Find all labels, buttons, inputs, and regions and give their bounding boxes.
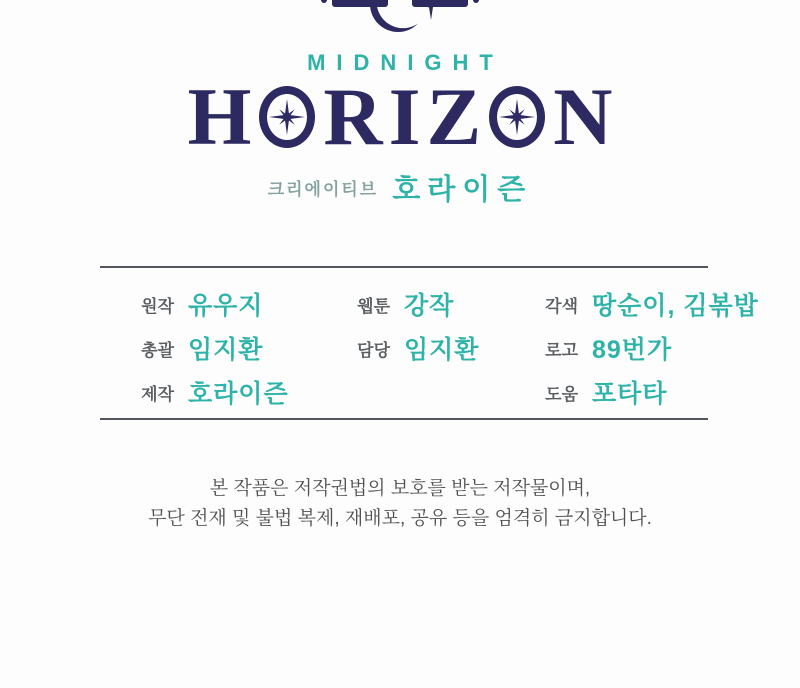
credit-row-adaptation <box>495 282 759 326</box>
wordmark-letter: H <box>187 71 252 162</box>
credit-value: 포타타 <box>592 380 668 408</box>
credit-row-webtoon <box>319 282 495 326</box>
credit-value: 호라이즌 <box>188 380 289 408</box>
credit-row-production <box>100 370 319 414</box>
copyright-line-2: 무단 전재 및 불법 복제, 재배포, 공유 등을 엄격히 금지합니다. <box>148 508 652 529</box>
subtitle-name: 호라이즌 <box>392 173 533 206</box>
logo-wordmark <box>0 71 800 162</box>
credit-value: 강작 <box>404 292 455 320</box>
credit-value: 땅순이, 김볶밥 <box>592 292 759 320</box>
divider-top <box>100 266 708 268</box>
credit-row-help <box>495 370 708 414</box>
copyright-notice <box>0 474 800 534</box>
compass-o-icon <box>259 86 315 148</box>
credit-row-logo <box>495 326 708 370</box>
credit-row-supervision <box>100 326 319 370</box>
credit-label: 담당 <box>357 340 390 360</box>
credit-label: 웹툰 <box>357 296 390 316</box>
wordmark-letter: R <box>323 71 383 162</box>
logo-subtitle <box>0 167 800 207</box>
wordmark-letter: Z <box>426 71 482 162</box>
credit-label: 각색 <box>545 296 578 316</box>
credits-column-3 <box>495 282 759 414</box>
credit-label: 도움 <box>545 384 578 404</box>
credit-label: 원작 <box>141 296 174 316</box>
wordmark-letter: I <box>388 71 421 162</box>
crescent-moon-icon <box>320 0 480 45</box>
credits-column-2 <box>319 282 495 414</box>
credit-value: 임지환 <box>404 336 480 364</box>
divider-bottom <box>100 418 708 420</box>
compass-star-icon <box>495 95 539 139</box>
credit-label: 로고 <box>545 340 578 360</box>
credit-label: 총괄 <box>141 340 174 360</box>
credit-value: 임지환 <box>188 336 264 364</box>
copyright-line-1: 본 작품은 저작권법의 보호를 받는 저작물이며, <box>209 478 591 499</box>
credit-value: 89번가 <box>592 336 673 364</box>
credit-value: 유우지 <box>188 292 264 320</box>
credit-row-original <box>100 282 319 326</box>
logo-ornament <box>0 0 800 45</box>
wordmark-letter: N <box>553 71 613 162</box>
compass-star-icon <box>265 95 309 139</box>
compass-o-icon <box>489 86 545 148</box>
subtitle-prefix: 크리에이티브 <box>267 179 379 199</box>
logo-top-label: MIDNIGHT <box>307 50 504 75</box>
credits-table <box>100 282 759 414</box>
credits-column-1 <box>100 282 319 414</box>
credit-row-manager <box>319 326 495 370</box>
credit-label: 제작 <box>141 384 174 404</box>
